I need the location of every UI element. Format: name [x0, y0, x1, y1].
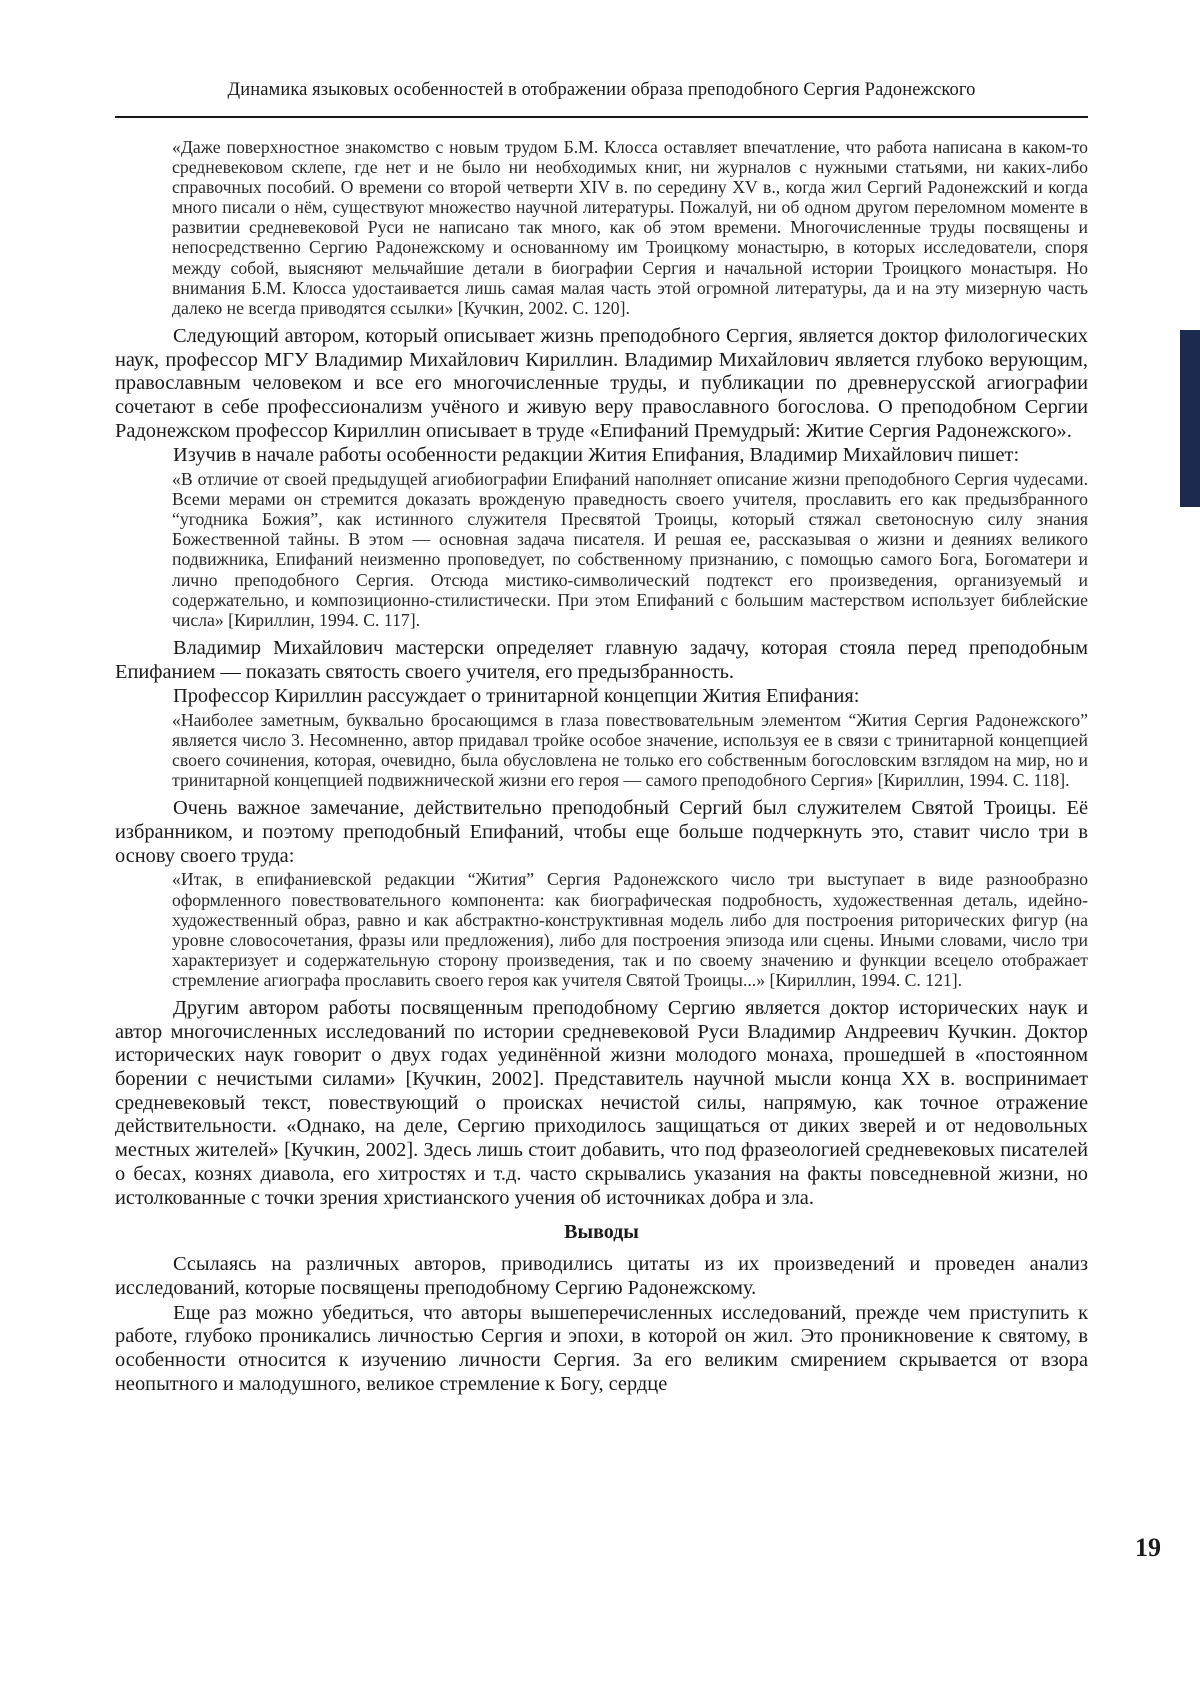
running-header: Динамика языковых особенностей в отображении образа преподобного Сергия Радонежского — [115, 80, 1088, 101]
paragraph: Очень важное замечание, действительно преподобный Сергий был служителем Святой Троицы. Её избранником, и поэтому преподобный Епифаний, чтобы еще больше подчеркнуть это, ставит число три в основу своего труда: — [115, 797, 1088, 868]
block-quote: «Наиболее заметным, буквально бросающимся в глаза повествовательным элементом “Жития Сергия Радонежского” является число 3. Несомненно, автор придавал тройке особое значение, используя ее в связи с тринитарной концепцией своего сочинения, которая, очевидно, была обусловлена не только его собственным богословским взглядом на мир, но и тринитарной концепцией подвижнической жизни его героя — самого преподобного Сергия» [Кириллин, 1994. С. 118]. — [115, 710, 1088, 790]
chapter-edge-tab — [1180, 330, 1200, 507]
page-number: 19 — [1118, 1533, 1178, 1563]
block-quote: «Даже поверхностное знакомство с новым трудом Б.М. Клосса оставляет впечатление, что работа написана в каком-то средневековом склепе, где нет и не было ни необходимых книг, ни журналов с нужными статьями, ни каких-либо справочных пособий. О времени со второй четверти XIV в. по середину XV в., когда жил Сергий Радонежский и когда много писали о нём, существуют множество научной литературы. Пожалуй, ни об одном другом переломном моменте в развитии средневековой Руси не написано так много, как об этом времени. Многочисленные труды посвящены и непосредственно Сергию Радонежскому и основанному им Троицкому монастырю, в которых исследователи, споря между собой, выясняют мельчайшие детали в биографии Сергия и начальной истории Троицкого монастыря. Но внимания Б.М. Клосса удостаивается лишь самая малая часть этой огромной литературы, да и на эту мизерную часть далеко не всегда приводятся ссылки» [Кучкин, 2002. С. 120]. — [115, 137, 1088, 318]
header-rule — [115, 116, 1088, 118]
page-body — [115, 137, 1088, 1398]
section-heading-conclusions: Выводы — [115, 1220, 1088, 1244]
paragraph: Следующий автором, который описывает жизнь преподобного Сергия, является доктор филологических наук, профессор МГУ Владимир Михайлович Кириллин. Владимир Михайлович является глубоко верующим, православным человеком и все его многочисленные труды, и публикации по древнерусской агиографии сочетают в себе профессионализм учёного и живую веру православного богослова. О преподобном Сергии Радонежском профессор Кириллин описывает в труде «Епифаний Премудрый: Житие Сергия Радонежского». — [115, 325, 1088, 444]
block-quote: «В отличие от своей предыдущей агиобиографии Епифаний наполняет описание жизни преподобного Сергия чудесами. Всеми мерами он стремится доказать врожденую праведность своего учителя, прославить его как предызбранного “угодника Божия”, как истинного служителя Пресвятой Троицы, который стяжал светоносную силу знания Божественной тайны. В этом — основная задача писателя. И решая ее, рассказывая о жизни и деяниях великого подвижника, Епифаний неизменно проповедует, по собственному признанию, с помощью самого Бога, Богоматери и лично преподобного Сергия. Отсюда мистико-символический подтекст его произведения, организуемый и содержательно, и композиционно-стилистически. При этом Епифаний с большим мастерством использует библейские числа» [Кириллин, 1994. С. 117]. — [115, 469, 1088, 630]
paragraph: Профессор Кириллин рассуждает о тринитарной концепции Жития Епифания: — [115, 685, 1088, 709]
paragraph: Ссылаясь на различных авторов, приводились цитаты из их произведений и проведен анализ исследований, которые посвящены преподобному Сергию Радонежскому. — [115, 1253, 1088, 1300]
block-quote: «Итак, в епифаниевской редакции “Жития” Сергия Радонежского число три выступает в виде разнообразно оформленного повествовательного компонента: как биографическая подробность, художественная деталь, идейно-художественный образ, равно и как абстрактно-конструктивная модель либо для построения риторических фигур (на уровне словосочетания, фразы или предложения), либо для построения эпизода или сцены. Иными словами, число три характеризует и содержательную сторону произведения, так и по своему значению и функции всецело отображает стремление агиографа прославить своего героя как учителя Святой Троицы...» [Кириллин, 1994. С. 121]. — [115, 869, 1088, 990]
paragraph: Изучив в начале работы особенности редакции Жития Епифания, Владимир Михайлович пишет: — [115, 444, 1088, 468]
paragraph: Другим автором работы посвященным преподобному Сергию является доктор исторических наук и автор многочисленных исследований по истории средневековой Руси Владимир Андреевич Кучкин. Доктор исторических наук говорит о двух годах уединённой жизни молодого монаха, прошедшей в «постоянном борении с нечистыми силами» [Кучкин, 2002]. Представитель научной мысли конца XX в. воспринимает средневековый текст, повествующий о происках нечистой силы, напрямую, как точное отражение действительности. «Однако, на деле, Сергию приходилось защищаться от диких зверей и от недовольных местных жителей» [Кучкин, 2002]. Здесь лишь стоит добавить, что под фразеологией средневековых писателей о бесах, кознях диавола, его хитростях и т.д. часто скрывались указания на факты повседневной жизни, но истолкованные с точки зрения христианского учения об источниках добра и зла. — [115, 997, 1088, 1210]
paragraph: Еще раз можно убедиться, что авторы вышеперечисленных исследований, прежде чем приступить к работе, глубоко проникались личностью Сергия и эпохи, в которой он жил. Это проникновение к святому, в особенности относится к изучению личности Сергия. За его великим смирением скрывается от взора неопытного и малодушного, великое стремление к Богу, сердце — [115, 1302, 1088, 1397]
paragraph: Владимир Михайлович мастерски определяет главную задачу, которая стояла перед преподобным Епифанием — показать святость своего учителя, его предызбранность. — [115, 637, 1088, 684]
